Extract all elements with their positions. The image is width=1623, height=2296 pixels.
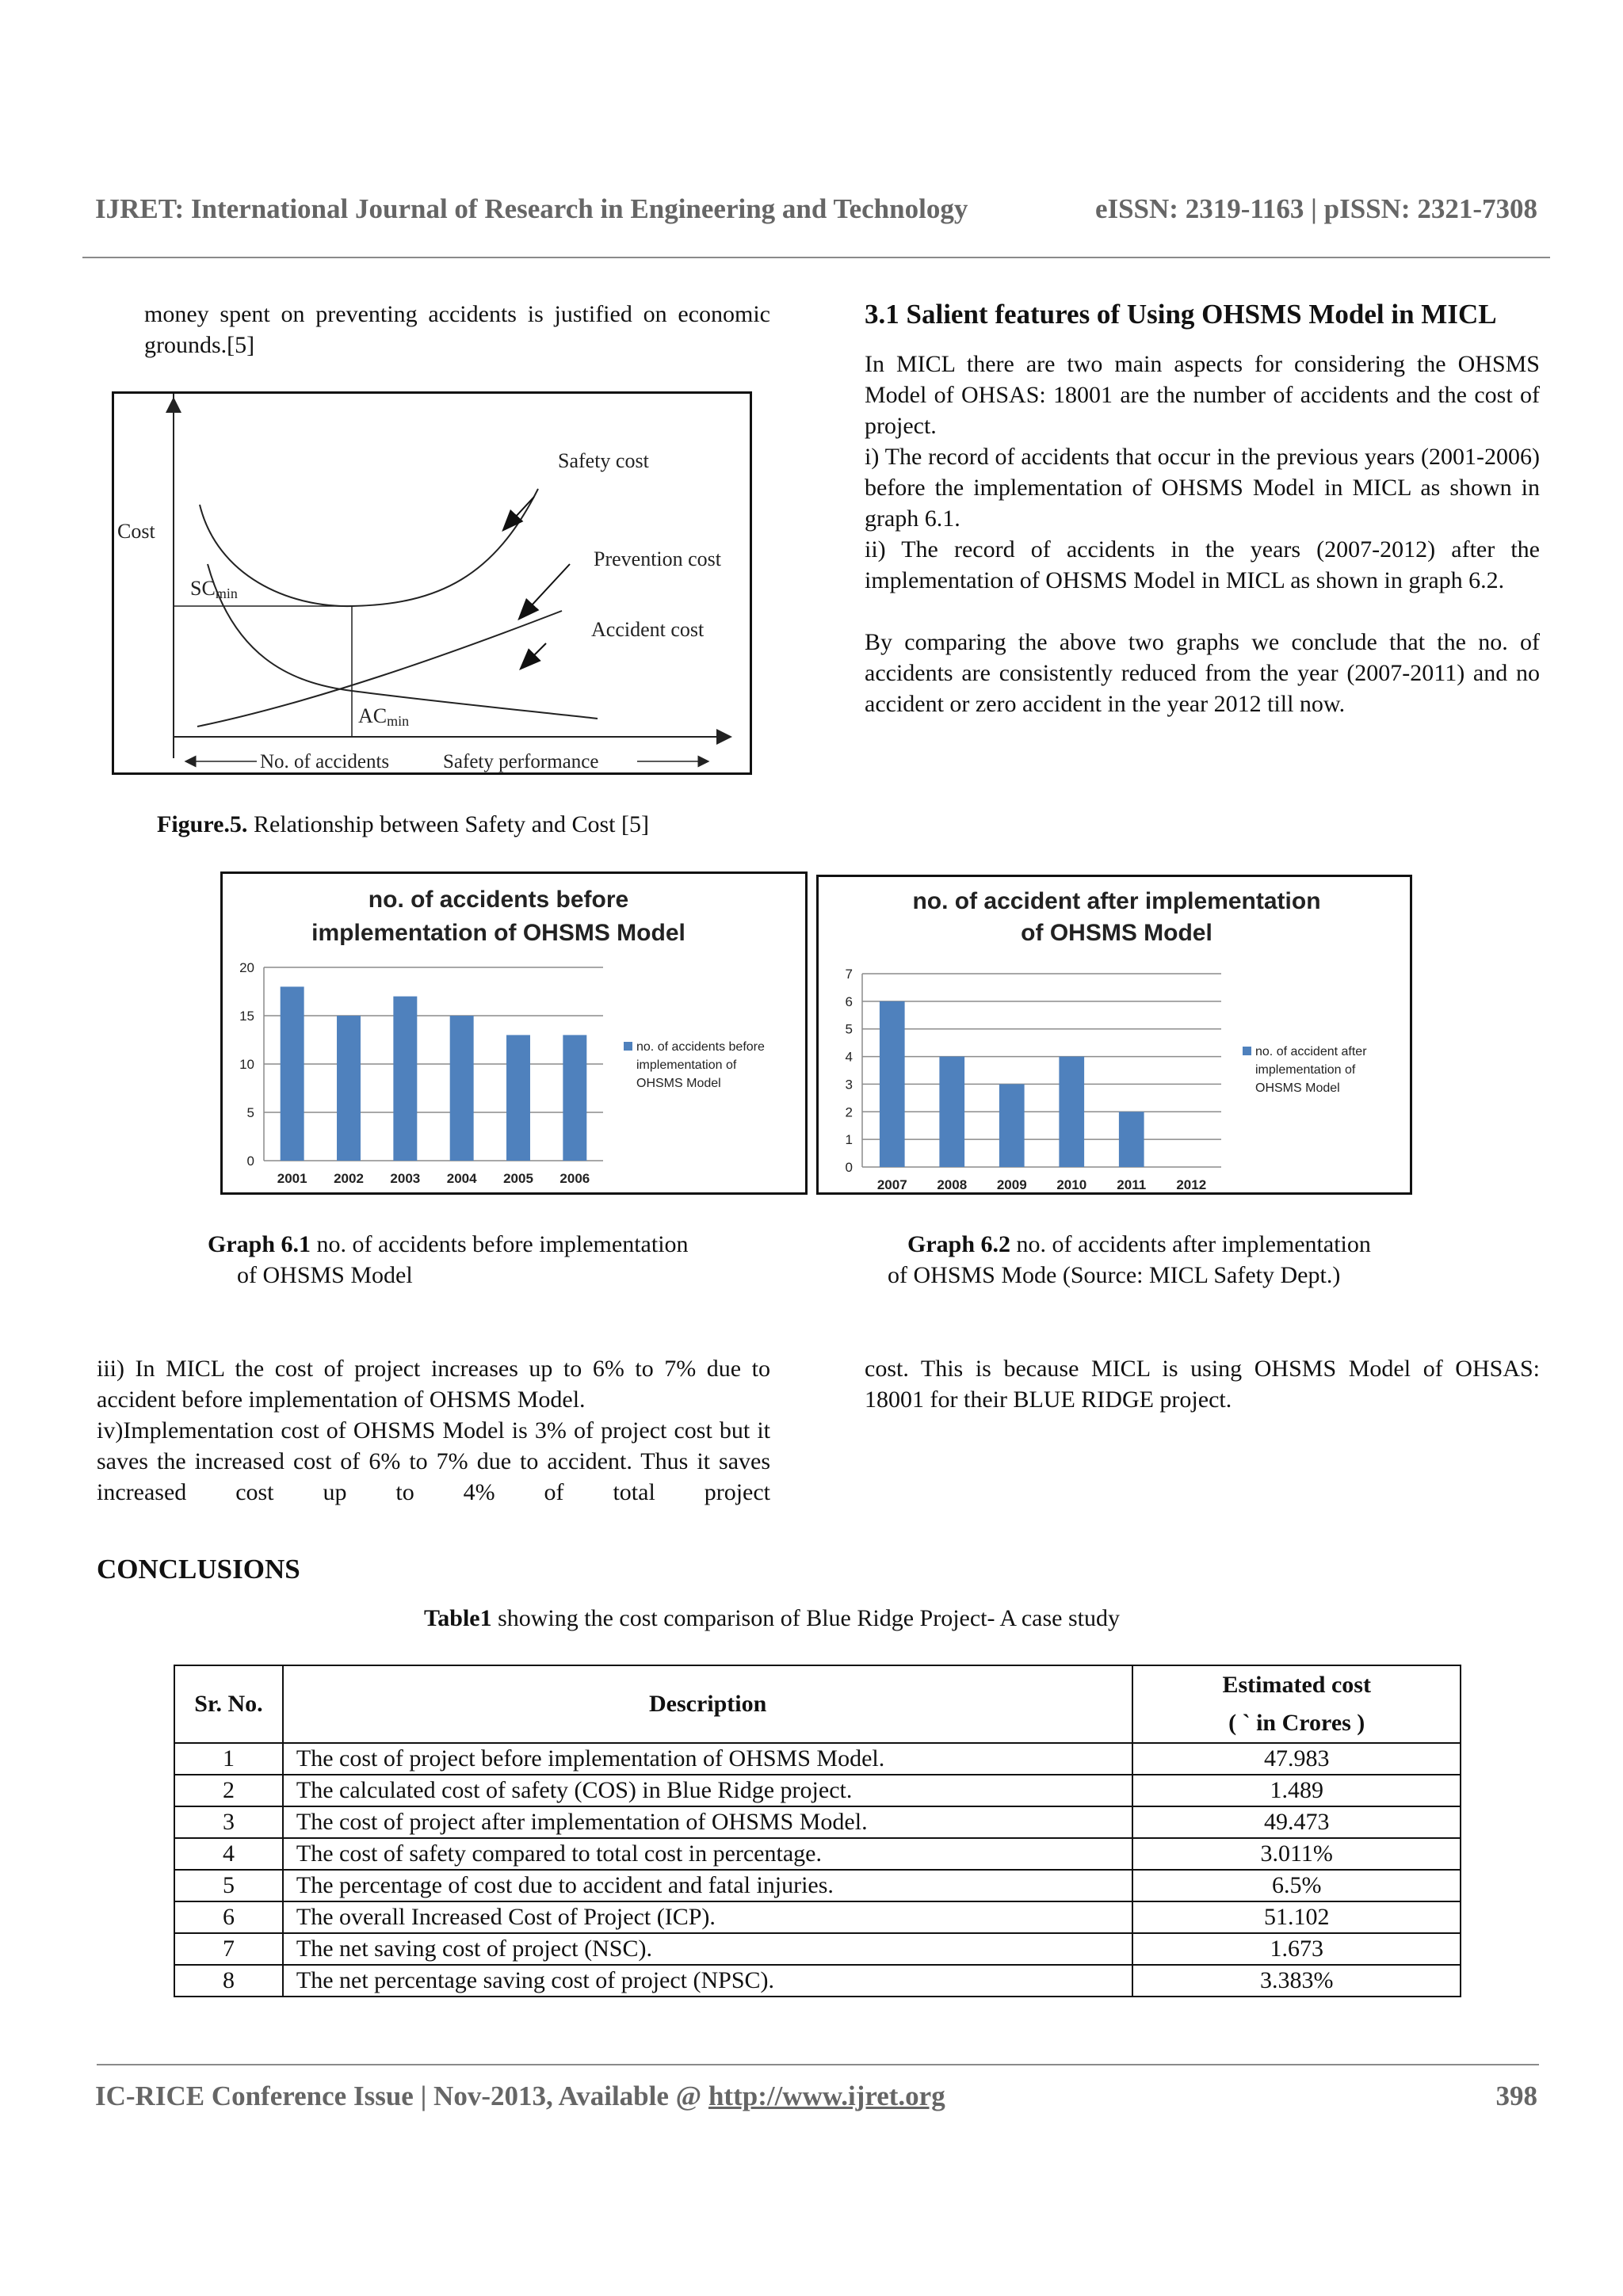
header-estimated-cost: Estimated cost ( ` in Crores ) <box>1132 1665 1461 1743</box>
bar-2007 <box>880 1001 905 1167</box>
bar-2004 <box>450 1016 474 1161</box>
table-row <box>174 1775 1461 1806</box>
y-tick-label: 15 <box>239 1009 254 1024</box>
journal-name: IJRET: International Journal of Research in Engineering and Technology <box>95 193 968 224</box>
x-tick-label: 2011 <box>1117 1177 1147 1192</box>
cell-sr-no: 5 <box>174 1870 283 1901</box>
cell-description: The calculated cost of safety (COS) in Blue Ridge project. <box>283 1775 1133 1806</box>
x-tick-label: 2010 <box>1056 1177 1087 1192</box>
y-tick-label: 4 <box>845 1049 853 1065</box>
section-paragraph-2: i) The record of accidents that occur in the previous years (2001-2006) before the implementation of OHSMS Model in MICL as shown in graph 6.1. <box>865 444 1540 532</box>
page-number: 398 <box>1495 2081 1537 2111</box>
legend-label: no. of accidents before <box>636 1040 765 1054</box>
table-row <box>174 1870 1461 1901</box>
graph-6-1-chart <box>223 874 805 1192</box>
cell-sr-no: 8 <box>174 1965 283 1997</box>
x-tick-label: 2003 <box>390 1171 421 1186</box>
x-tick-label: 2008 <box>937 1177 968 1192</box>
cell-estimated-cost: 1.673 <box>1132 1933 1461 1965</box>
chart-title-line-1: no. of accident after implementation <box>912 888 1321 914</box>
table-header-row <box>174 1665 1461 1743</box>
footer-rule <box>97 2064 1539 2065</box>
accident-cost-pointer <box>522 643 546 667</box>
safety-cost-label: Safety cost <box>558 449 649 472</box>
cell-estimated-cost: 49.473 <box>1132 1806 1461 1838</box>
table-row <box>174 1838 1461 1870</box>
table-row <box>174 1965 1461 1997</box>
cell-description: The cost of project after implementation of OHSMS Model. <box>283 1806 1133 1838</box>
safety-cost-pointer <box>505 497 534 528</box>
sc-min-label: SCmin <box>190 577 238 601</box>
bar-2011 <box>1119 1112 1144 1167</box>
table-row <box>174 1933 1461 1965</box>
legend-label: no. of accident after <box>1255 1045 1367 1058</box>
cell-sr-no: 6 <box>174 1901 283 1933</box>
table-caption: Table1 showing the cost comparison of Blue Ridge Project- A case study <box>424 1605 1120 1631</box>
section-paragraph-1: In MICL there are two main aspects for considering the OHSMS Model of OHSAS: 18001 are the number of accidents and the cost of project. <box>865 351 1540 439</box>
section-3-1-title: 3.1 Salient features of Using OHSMS Model in MICL <box>865 299 1497 330</box>
cell-description: The overall Increased Cost of Project (ICP). <box>283 1901 1133 1933</box>
lower-paragraph-continued: cost. This is because MICL is using OHSMS Model of OHSAS: 18001 for their BLUE RIDGE project. <box>865 1356 1540 1413</box>
x-tick-label: 2004 <box>446 1171 477 1186</box>
section-paragraph-4: By comparing the above two graphs we conclude that the no. of accidents are consistently reduced from the year (2007-2011) and no accident or zero accident in the year 2012 till now. <box>865 629 1540 717</box>
y-tick-label: 20 <box>239 960 254 975</box>
cell-description: The percentage of cost due to accident and fatal injuries. <box>283 1870 1133 1901</box>
y-tick-label: 10 <box>239 1057 254 1072</box>
conclusions-heading: CONCLUSIONS <box>97 1554 300 1585</box>
bar-2008 <box>939 1057 964 1167</box>
section-paragraph-3: ii) The record of accidents in the years (2007-2012) after the implementation of OHSMS Model in MICL as shown in graph 6.2. <box>865 536 1540 593</box>
y-tick-label: 5 <box>246 1105 254 1120</box>
y-tick-label: 5 <box>845 1021 853 1037</box>
x-tick-label: 2005 <box>503 1171 533 1186</box>
chart-title-line-2: of OHSMS Model <box>1021 920 1212 946</box>
bar-2003 <box>393 997 417 1161</box>
x-tick-label: 2007 <box>876 1177 907 1192</box>
cost-comparison-table <box>174 1665 1461 1997</box>
header-description: Description <box>283 1665 1133 1743</box>
chart-title-line-2: implementation of OHSMS Model <box>311 920 685 946</box>
graph-6-1-caption: Graph 6.1 no. of accidents before implementation of OHSMS Model <box>208 1231 689 1288</box>
bar-2005 <box>506 1035 530 1161</box>
table-row <box>174 1806 1461 1838</box>
bar-2010 <box>1059 1057 1084 1167</box>
table-body <box>174 1743 1461 1997</box>
x-tick-label: 2012 <box>1176 1177 1207 1192</box>
running-header <box>95 193 1537 225</box>
cell-description: The net saving cost of project (NSC). <box>283 1933 1133 1965</box>
y-tick-label: 3 <box>845 1077 853 1093</box>
cell-sr-no: 2 <box>174 1775 283 1806</box>
figure-5-box <box>112 391 752 775</box>
x-tick-label: 2001 <box>277 1171 307 1186</box>
footer-issue: IC-RICE Conference Issue | Nov-2013, Available @ http://www.ijret.org <box>95 2081 945 2111</box>
section-3-1-body <box>865 349 1540 719</box>
prevention-cost-pointer <box>521 564 570 617</box>
cell-description: The net percentage saving cost of project (NPSC). <box>283 1965 1133 1997</box>
y-tick-label: 7 <box>845 967 853 982</box>
legend-label: implementation of <box>636 1058 737 1072</box>
prevention-cost-label: Prevention cost <box>594 547 722 570</box>
chart-title-line-1: no. of accidents before <box>368 887 629 913</box>
cell-estimated-cost: 6.5% <box>1132 1870 1461 1901</box>
lower-paragraph-iv: iv)Implementation cost of OHSMS Model is 3% of project cost but it saves the increased cost of 6% to 7% due to accident. Thus it saves increased cost up to 4% of total project <box>97 1417 770 1505</box>
cell-sr-no: 4 <box>174 1838 283 1870</box>
lower-right-text <box>865 1353 1540 1415</box>
graph-6-2-box <box>816 875 1412 1195</box>
cell-sr-no: 3 <box>174 1806 283 1838</box>
table-row <box>174 1901 1461 1933</box>
cell-description: The cost of project before implementation of OHSMS Model. <box>283 1743 1133 1775</box>
x-axis-right-label: Safety performance <box>443 751 599 772</box>
header-sr-no: Sr. No. <box>174 1665 283 1743</box>
cell-estimated-cost: 3.011% <box>1132 1838 1461 1870</box>
graph-6-2-chart <box>819 877 1410 1192</box>
y-tick-label: 6 <box>845 994 853 1009</box>
lower-left-text <box>97 1353 770 1508</box>
bar-2001 <box>281 986 304 1161</box>
y-tick-label: 2 <box>845 1104 853 1120</box>
figure-5-diagram <box>114 394 750 772</box>
header-rule <box>82 257 1550 258</box>
legend-swatch <box>624 1042 632 1051</box>
table-row <box>174 1743 1461 1775</box>
bar-2002 <box>337 1016 361 1161</box>
legend-label: OHSMS Model <box>636 1077 721 1090</box>
cell-estimated-cost: 1.489 <box>1132 1775 1461 1806</box>
ac-min-label: ACmin <box>358 704 410 729</box>
safety-cost-curve <box>200 489 538 606</box>
bar-2009 <box>999 1084 1025 1167</box>
bar-2006 <box>563 1035 586 1161</box>
x-tick-label: 2009 <box>996 1177 1027 1192</box>
x-tick-label: 2006 <box>559 1171 590 1186</box>
cell-estimated-cost: 51.102 <box>1132 1901 1461 1933</box>
cell-estimated-cost: 47.983 <box>1132 1743 1461 1775</box>
lower-paragraph-iii: iii) In MICL the cost of project increases up to 6% to 7% due to accident before implementation of OHSMS Model. <box>97 1356 770 1413</box>
issn: eISSN: 2319-1163 | pISSN: 2321-7308 <box>1094 193 1537 224</box>
cell-sr-no: 1 <box>174 1743 283 1775</box>
y-tick-label: 0 <box>845 1160 853 1175</box>
cost-axis-label: Cost <box>117 520 155 543</box>
x-tick-label: 2002 <box>334 1171 364 1186</box>
legend-label: implementation of <box>1255 1063 1356 1077</box>
accident-cost-label: Accident cost <box>591 618 705 641</box>
y-tick-label: 1 <box>845 1132 853 1148</box>
y-tick-label: 0 <box>246 1154 254 1169</box>
legend-label: OHSMS Model <box>1255 1081 1340 1095</box>
journal-link[interactable]: http://www.ijret.org <box>708 2081 945 2111</box>
figure-5-caption: Figure.5. Relationship between Safety and Cost [5] <box>157 811 649 837</box>
x-axis-left-label: No. of accidents <box>260 751 390 772</box>
graph-6-2-caption: Graph 6.2 no. of accidents after implementation of OHSMS Mode (Source: MICL Safety Dept.) <box>888 1231 1371 1288</box>
cell-sr-no: 7 <box>174 1933 283 1965</box>
legend-swatch <box>1243 1047 1251 1055</box>
graph-6-1-box <box>220 871 808 1195</box>
intro-paragraph: money spent on preventing accidents is justified on economic grounds.[5] <box>144 301 770 358</box>
cell-estimated-cost: 3.383% <box>1132 1965 1461 1997</box>
cell-description: The cost of safety compared to total cost in percentage. <box>283 1838 1133 1870</box>
page-footer <box>95 2081 1537 2112</box>
